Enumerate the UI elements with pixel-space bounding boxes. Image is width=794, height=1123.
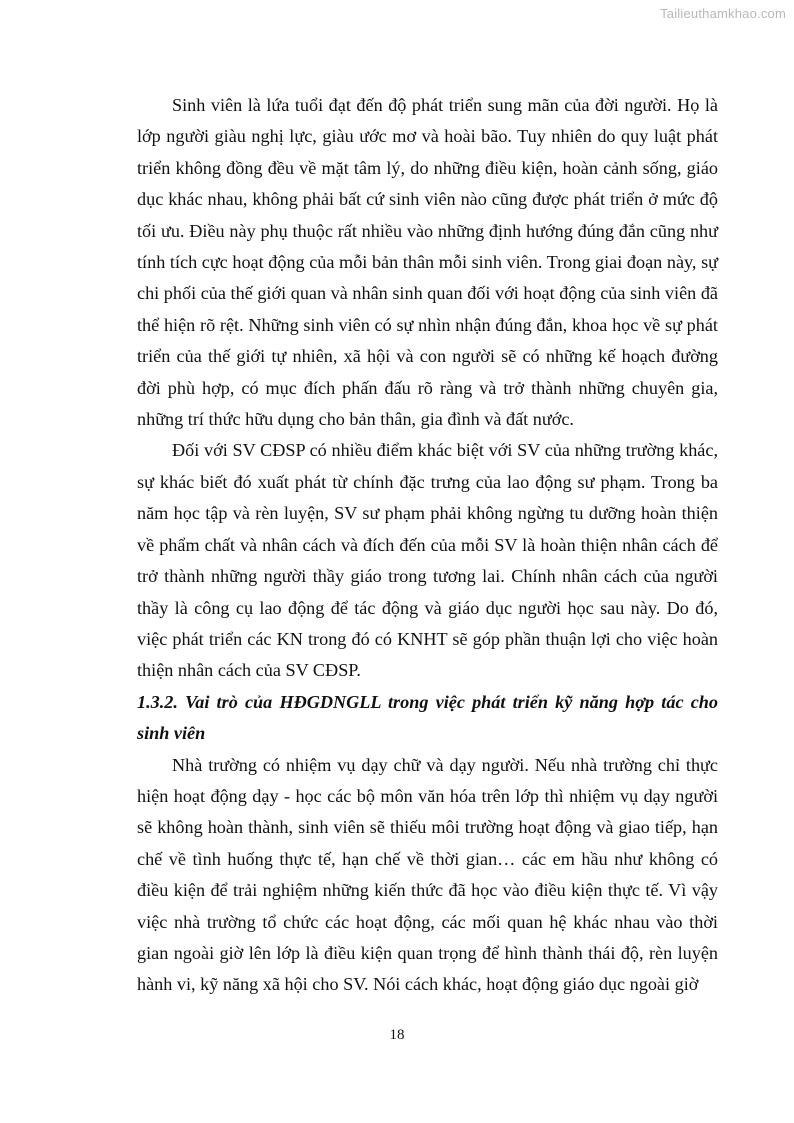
paragraph-school-mission: Nhà trường có nhiệm vụ dạy chữ và dạy người. Nếu nhà trường chỉ thực hiện hoạt động dạy - học các bộ môn văn hóa trên lớp thì nhiệm vụ dạy người sẽ không hoàn thành, sinh viên sẽ thiếu môi trường hoạt động và giao tiếp, hạn chế về tình huống thực tế, hạn chế về thời gian… các em hầu như không có điều kiện để trải nghiệm những kiến thức đã học vào điều kiện thực tế. Vì vậy việc nhà trường tổ chức các hoạt động, các mối quan hệ khác nhau vào thời gian ngoài giờ lên lớp là điều kiện quan trọng để hình thành thái độ, rèn luyện hành vi, kỹ năng xã hội cho SV. Nói cách khác, hoạt động giáo dục ngoài giờ: [137, 754, 718, 995]
section-heading: 1.3.2. Vai trò của HĐGDNGLL trong việc phát triển kỹ năng hợp tác cho sinh viên: [137, 691, 718, 744]
watermark-text: Tailieuthamkhao.com: [660, 6, 786, 21]
paragraph-cdsp-students: Đối với SV CĐSP có nhiều điểm khác biệt với SV của những trường khác, sự khác biết đó xuất phát từ chính đặc trưng của lao động sư phạm. Trong ba năm học tập và rèn luyện, SV sư phạm phải không ngừng tu dưỡng hoàn thiện về phẩm chất và nhân cách và đích đến của mỗi SV là hoàn thiện nhân cách để trở thành những người thầy giáo trong tương lai. Chính nhân cách của người thầy là công cụ lao động để tác động và giáo dục người học sau này. Do đó, việc phát triển các KN trong đó có KNHT sẽ góp phần thuận lợi cho việc hoàn thiện nhân cách của SV CĐSP.: [137, 440, 718, 681]
page-body: [137, 90, 718, 1001]
paragraph-student-age: Sinh viên là lứa tuổi đạt đến độ phát triển sung mãn của đời người. Họ là lớp người giàu nghị lực, giàu ước mơ và hoài bão. Tuy nhiên do quy luật phát triển không đồng đều về mặt tâm lý, do những điều kiện, hoàn cảnh sống, giáo dục khác nhau, không phải bất cứ sinh viên nào cũng được phát triển ở mức độ tối ưu. Điều này phụ thuộc rất nhiều vào những định hướng đúng đắn cũng như tính tích cực hoạt động của mỗi bản thân mỗi sinh viên. Trong giai đoạn này, sự chi phối của thế giới quan và nhân sinh quan đối với hoạt động của sinh viên đã thể hiện rõ rệt. Những sinh viên có sự nhìn nhận đúng đắn, khoa học về sự phát triển của thế giới tự nhiên, xã hội và con người sẽ có những kế hoạch đường đời phù hợp, có mục đích phấn đấu rõ ràng và trở thành những chuyên gia, những trí thức hữu dụng cho bản thân, gia đình và đất nước.: [137, 95, 718, 430]
page-number: 18: [389, 1027, 405, 1043]
